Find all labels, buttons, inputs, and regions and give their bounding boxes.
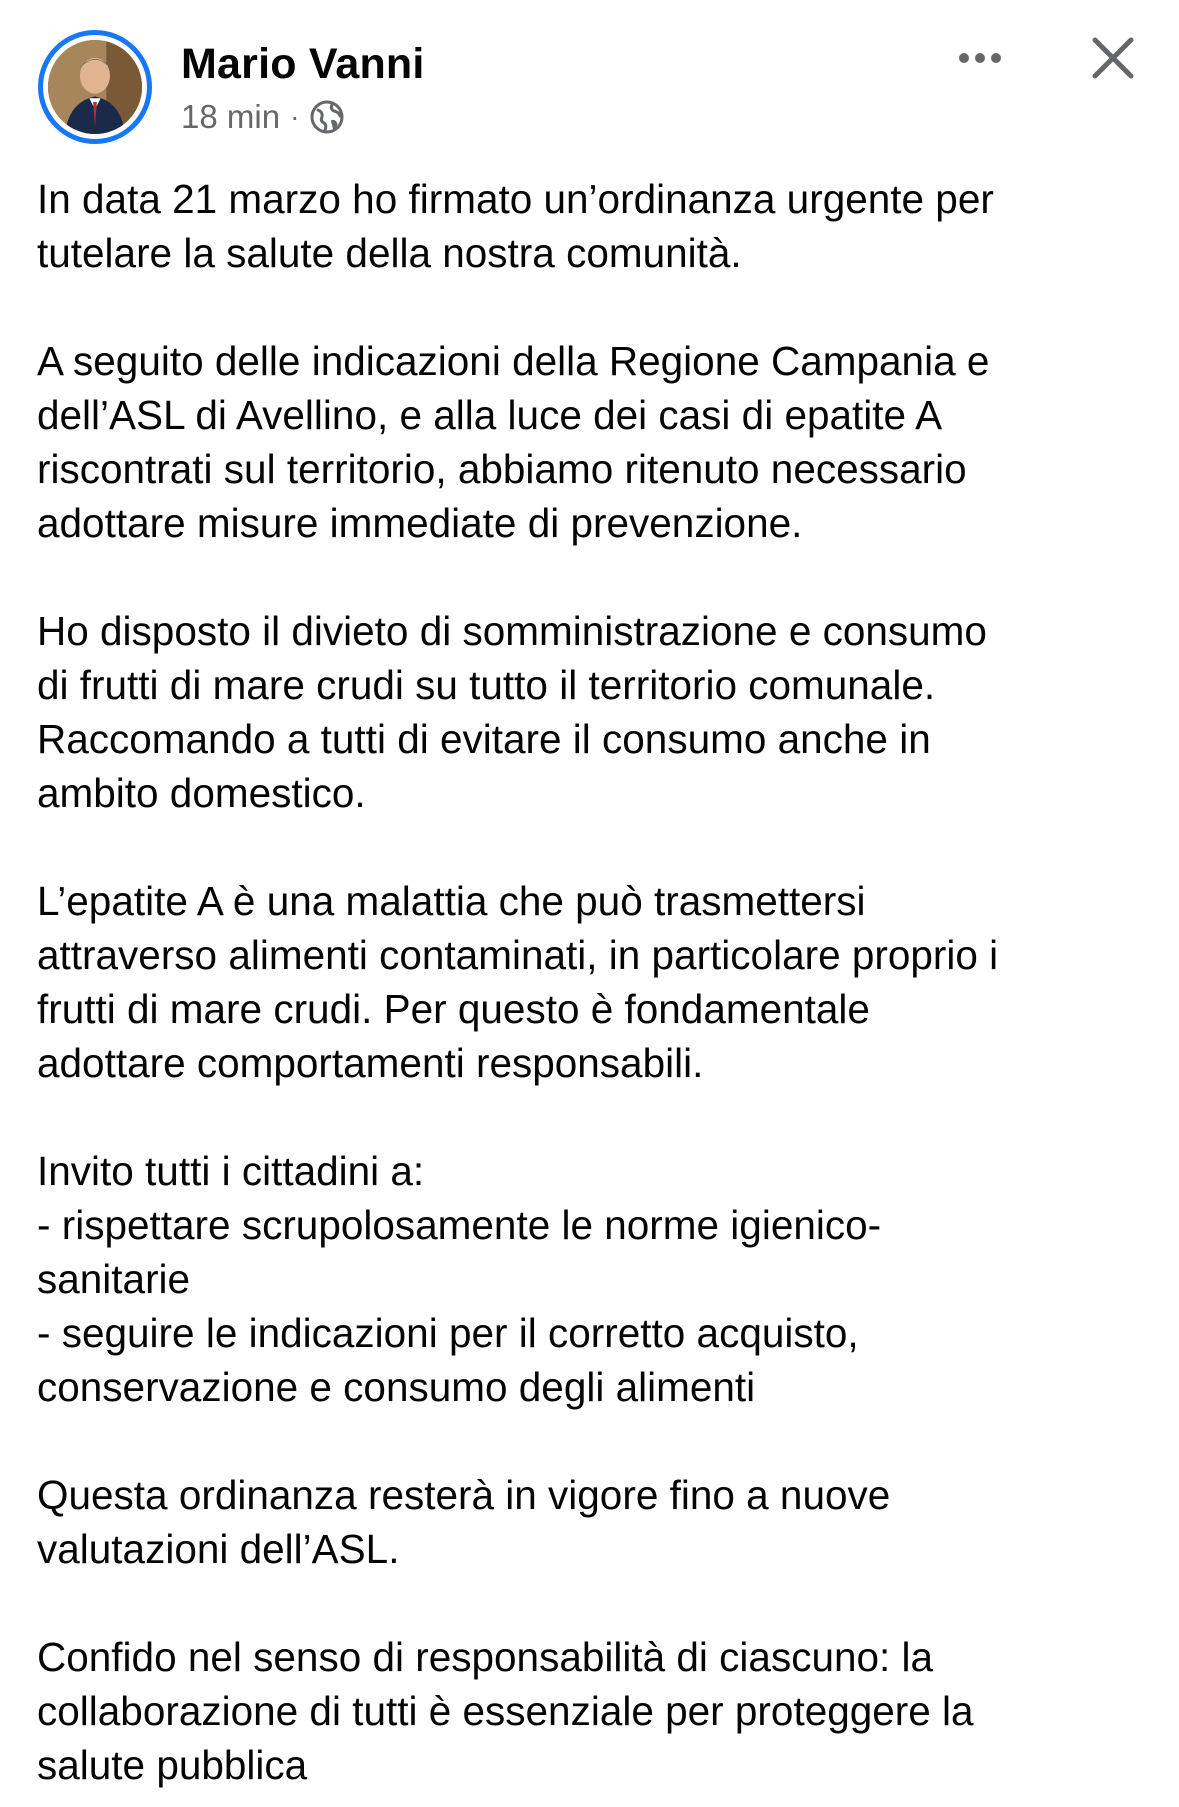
globe-icon [309, 99, 345, 135]
avatar-photo [48, 40, 142, 134]
avatar-portrait-icon [48, 40, 142, 134]
post-paragraph: In data 21 marzo ho firmato un’ordinanza urgente per tutelare la salute della nostra comunità. [37, 176, 994, 276]
post-paragraph: L’epatite A è una malattia che può trasmettersi attraverso alimenti contaminati, in particolare proprio i frutti di mare crudi. Per questo è fondamentale adottare comportamenti responsabili. [37, 878, 999, 1086]
post-header [0, 0, 1179, 150]
meta-separator: · [290, 101, 300, 132]
post-meta [181, 94, 345, 140]
close-icon [1085, 30, 1141, 86]
post-paragraph: Confido nel senso di responsabilità di ciascuno: la collaborazione di tutti è essenziale per proteggere la salute pubblica [37, 1634, 974, 1788]
post-paragraph: Ho disposto il divieto di somministrazione e consumo di frutti di mare crudi su tutto il territorio comunale. Raccomando a tutti di evitare il consumo anche in ambito domestico. [37, 608, 987, 816]
post-paragraph: Questa ordinanza resterà in vigore fino a nuove valutazioni dell’ASL. [37, 1472, 891, 1572]
avatar[interactable] [38, 30, 152, 144]
post-paragraph: A seguito delle indicazioni della Regione Campania e dell’ASL di Avellino, e alla luce dei casi di epatite A riscontrati sul territorio, abbiamo ritenuto necessario adottare misure immediate di prevenzione. [37, 338, 990, 546]
author-name[interactable]: Mario Vanni [181, 40, 425, 88]
more-horizontal-icon [950, 34, 1010, 82]
post-paragraph: Invito tutti i cittadini a: - rispettare scrupolosamente le norme igienico- sanitarie - seguire le indicazioni per il corretto acquisto, conservazione e consumo degli alimenti [37, 1148, 882, 1410]
post-timestamp[interactable]: 18 min [181, 98, 281, 135]
close-button[interactable] [1085, 30, 1141, 86]
more-options-button[interactable] [950, 34, 1010, 82]
post-text [37, 172, 1157, 1792]
